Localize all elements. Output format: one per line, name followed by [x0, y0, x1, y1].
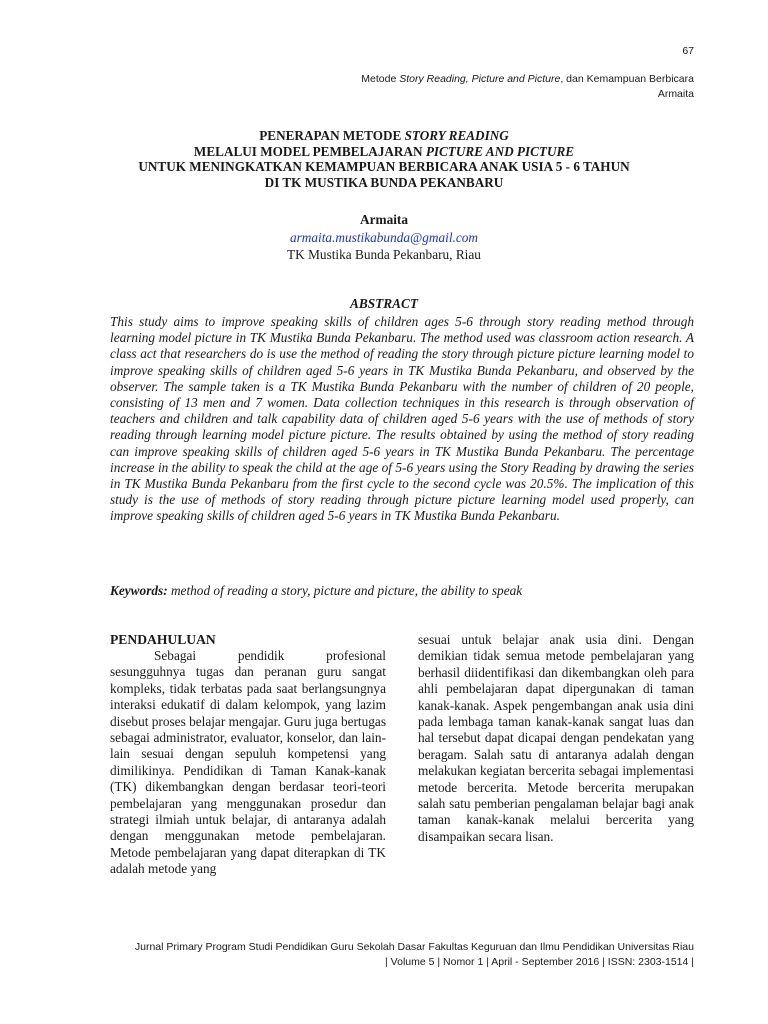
body-column-right [418, 632, 694, 845]
keywords [110, 583, 694, 599]
running-head-italic: Story Reading, Picture and Picture [399, 73, 561, 85]
title-line-1 [70, 128, 698, 144]
title-line-1-plain: PENERAPAN METODE [259, 128, 405, 143]
body-paragraph-left: Sebagai pendidik profesional sesungguhnya tugas dan peranan guru sangat kompleks, tidak terbatas pada saat berlangsungnya interaksi edukatif di dalam kelompok, yang lazim disebut proses belajar mengajar. Guru juga bertugas sebagai administrator, evaluator, konselor, dan lain-lain sesuai dengan sepuluh kompetensi yang dimilikinya. Pendidikan di Taman Kanak-kanak (TK) dikembangkan dengan berdasar teori-teori pembelajaran yang menggunakan prosedur dan strategi ilmiah untuk belajar, di antaranya adalah dengan menggunakan metode pembelajaran. Metode pembelajaran yang dapat diterapkan di TK adalah metode yang [110, 648, 386, 877]
title-line-4: DI TK MUSTIKA BUNDA PEKANBARU [264, 174, 504, 190]
section-heading: PENDAHULUAN [110, 632, 216, 647]
keywords-text: method of reading a story, picture and picture, the ability to speak [167, 583, 523, 598]
running-head-author: Armaita [657, 88, 694, 100]
title-line-2-plain: MELALUI MODEL PEMBELAJARAN [193, 143, 426, 159]
keywords-label: Keywords: [110, 583, 168, 598]
abstract-body: This study aims to improve speaking skills of children ages 5-6 through story reading method through learning model picture in TK Mustika Bunda Pekanbaru. The method used was classroom action research. A class act that researchers do is use the method of reading the story through picture picture learning model to improve speaking skills of children aged 5-6 years in TK Mustika Bunda Pekanbaru, and observed by the observer. The sample taken is a TK Mustika Bunda Pekanbaru with the number of children of 20 people, consisting of 13 men and 7 women. Data collection techniques in this research is through observation of teachers and children and talk capability data of children aged 5-6 years with the use of methods of story reading through learning model picture picture. The results obtained by using the method of story reading can improve speaking skills of children aged 5-6 years in TK Mustika Bunda Pekanbaru. The percentage increase in the ability to speak the child at the age of 5-6 years using the Story Reading by drawing the series in TK Mustika Bunda Pekanbaru from the first cycle to the second cycle was 20.5%. The implication of this study is the use of methods of story reading through picture picture learning model used properly, can improve speaking skills of children aged 5-6 years in TK Mustika Bunda Pekanbaru. [110, 314, 694, 524]
running-head [361, 72, 694, 102]
footer-line-2: | Volume 5 | Nomor 1 | April - September 2016 | ISSN: 2303-1514 | [385, 956, 694, 968]
author-name: Armaita [360, 212, 408, 227]
body-paragraph-right: sesuai untuk belajar anak usia dini. Dengan demikian tidak semua metode pembelajaran yang berhasil diidentifikasi dan dikembangkan oleh para ahli pembelajaran dapat dipergunakan di taman kanak-kanak. Aspek pengembangan anak usia dini pada lembaga taman kanak-kanak sangat luas dan hal tersebut dapat dicapai dengan pendekatan yang beragam. Salah satu di antaranya adalah dengan melakukan kegiatan bercerita sebagai implementasi metode bercerita. Metode bercerita merupakan salah satu pemberian pengalaman belajar bagi anak taman kanak-kanak melalui bercerita yang disampaikan secara lisan. [418, 632, 694, 844]
author-affiliation: TK Mustika Bunda Pekanbaru, Riau [287, 247, 481, 262]
title-line-2-italic: PICTURE AND PICTURE [425, 143, 575, 159]
journal-footer [135, 940, 694, 970]
running-head-line1 [361, 72, 694, 87]
running-head-prefix: Metode [361, 73, 400, 85]
footer-line-1: Jurnal Primary Program Studi Pendidikan Guru Sekolah Dasar Fakultas Keguruan dan Ilmu Pendidikan Universitas Riau [134, 941, 694, 953]
abstract-heading: ABSTRACT [350, 296, 418, 311]
running-head-suffix: , dan Kemampuan Berbicara [560, 73, 694, 85]
paper-title [70, 128, 698, 190]
title-line-3: UNTUK MENINGKATKAN KEMAMPUAN BERBICARA ANAK USIA 5 - 6 TAHUN [138, 159, 630, 174]
title-line-1-italic: STORY READING [404, 128, 509, 143]
author-email-link[interactable]: armaita.mustikabunda@gmail.com [289, 230, 479, 245]
title-line-2 [70, 144, 698, 160]
page-number: 67 [682, 45, 694, 57]
body-column-left [110, 632, 386, 878]
